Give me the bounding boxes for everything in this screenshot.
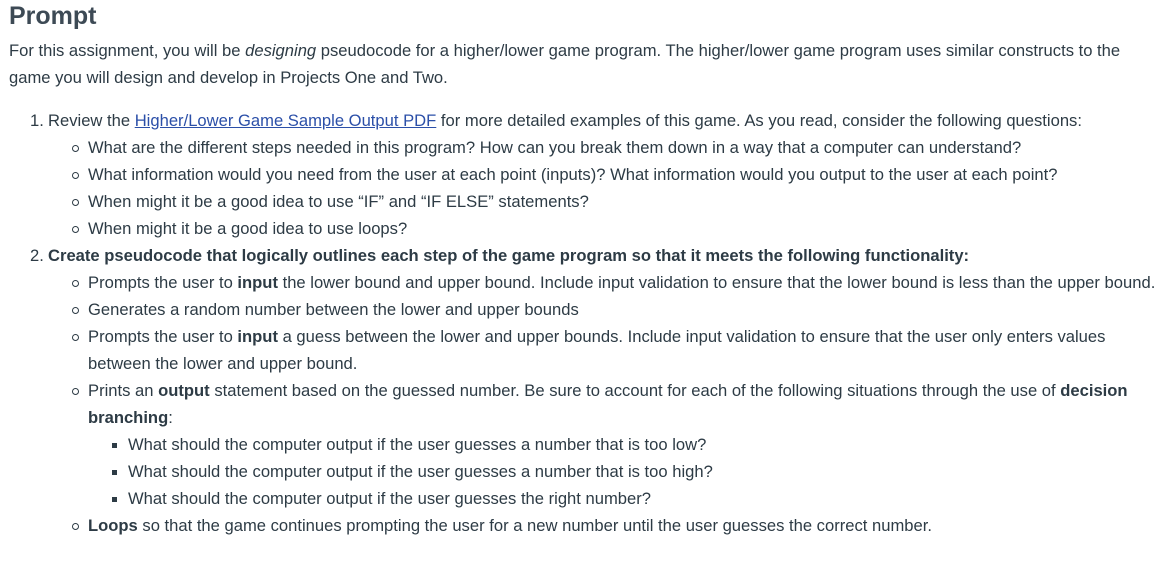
list-item <box>48 377 1168 512</box>
item-bold: Loops <box>88 516 138 535</box>
list-item: Generates a random number between the lower and upper bounds <box>48 296 1168 323</box>
item-bold: output <box>158 381 210 400</box>
list-item: What information would you need from the user at each point (inputs)? What information would you output to the user at each point? <box>48 161 1168 188</box>
item-bold: input <box>237 327 278 346</box>
list-item-create-pseudocode <box>30 242 1168 539</box>
list-number: 2. <box>30 246 44 265</box>
intro-text-start: For this assignment, you will be <box>9 41 246 60</box>
item-text: the lower bound and upper bound. Include input validation to ensure that the lower bound is less than the upper bound. <box>277 273 1156 292</box>
list-item: What should the computer output if the user guesses the right number? <box>88 485 1168 512</box>
list-item: What should the computer output if the user guesses a number that is too high? <box>88 458 1168 485</box>
item-text: a guess between the lower and upper bounds. Include input validation to ensure that the user only enters values between the lower and upper bound. <box>88 327 1106 373</box>
question-list <box>48 134 1168 242</box>
review-text-end: for more detailed examples of this game. As you read, consider the following questions: <box>436 111 1082 130</box>
item-text: : <box>168 408 173 427</box>
item-text: so that the game continues prompting the user for a new number until the user guesses the correct number. <box>137 516 932 535</box>
list-item: What should the computer output if the user guesses a number that is too low? <box>88 431 1168 458</box>
output-situations-list <box>88 431 1168 512</box>
item-text: Prompts the user to <box>88 327 238 346</box>
intro-text-end: pseudocode for a higher/lower game program. The higher/lower game program uses similar constructs to the game you will design and develop in Projects One and Two. <box>9 41 1121 87</box>
intro-emphasis: designing <box>245 41 317 60</box>
list-item-review <box>30 107 1168 242</box>
list-item <box>48 512 1168 539</box>
instructions-list <box>30 107 1168 539</box>
item-text: statement based on the guessed number. Be sure to account for each of the following situations through the use of <box>209 381 1061 400</box>
list-item <box>48 323 1168 377</box>
item-bold: input <box>237 273 278 292</box>
page-title: Prompt <box>9 2 97 30</box>
item-text: Prints an <box>88 381 159 400</box>
list-number: 1. <box>30 111 44 130</box>
review-text-start: Review the <box>48 111 135 130</box>
intro-paragraph <box>9 37 1159 91</box>
sample-output-pdf-link[interactable]: Higher/Lower Game Sample Output PDF <box>134 111 437 130</box>
item-text: Prompts the user to <box>88 273 238 292</box>
list-item: When might it be a good idea to use loops? <box>48 215 1168 242</box>
create-pseudocode-heading: Create pseudocode that logically outlines each step of the game program so that it meets the following functionality: <box>48 246 970 265</box>
list-item <box>48 269 1168 296</box>
list-item: When might it be a good idea to use “IF” and “IF ELSE” statements? <box>48 188 1168 215</box>
item-bold: decision branching <box>88 381 1128 427</box>
list-item: What are the different steps needed in this program? How can you break them down in a way that a computer can understand? <box>48 134 1168 161</box>
functionality-list <box>48 269 1168 539</box>
